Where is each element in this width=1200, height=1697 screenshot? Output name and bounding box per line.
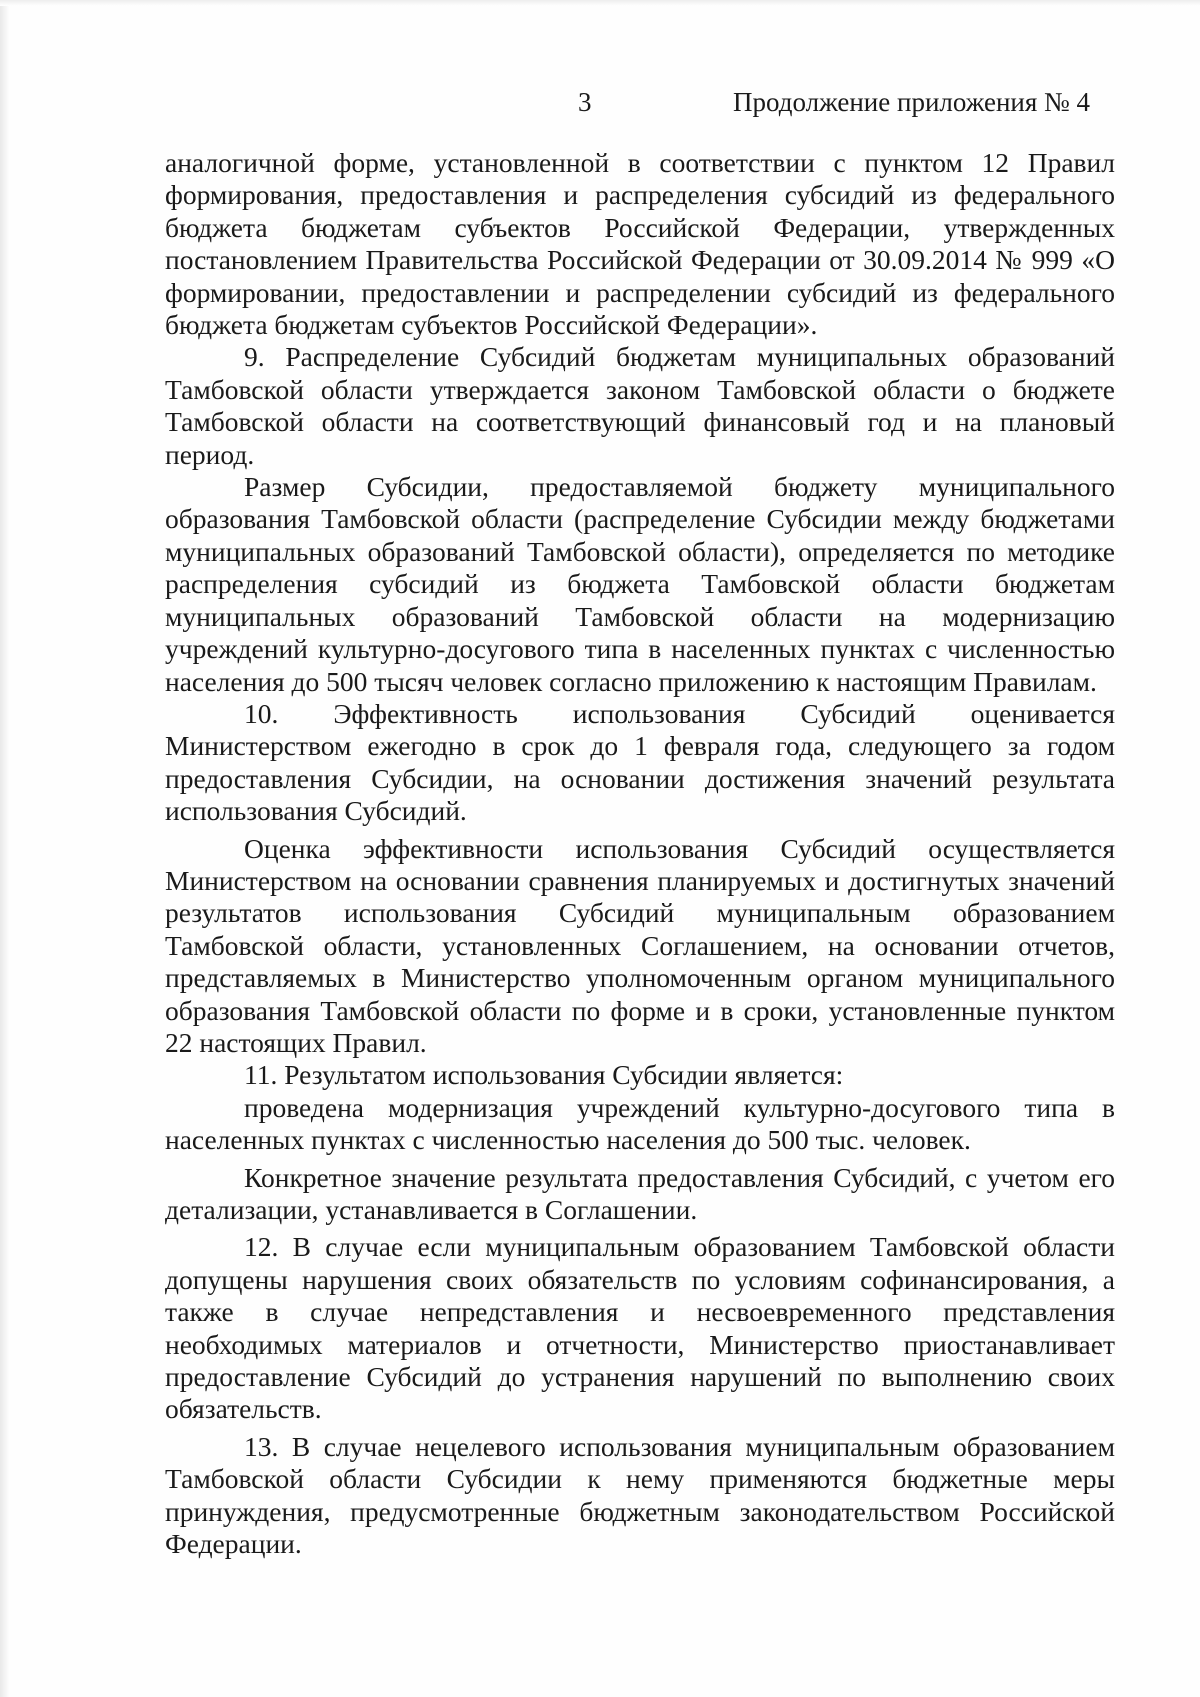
- paragraph-12: 12. В случае если муниципальным образованием Тамбовской области допущены нарушения своих обязательств по условиям софинансирования, а также в случае непредставления и несвоевременного представления необходимых материалов и отчетности, Министерство приостанавливает предоставление Субсидий до устранения нарушений по выполнению своих обязательств.: [165, 1231, 1115, 1425]
- paragraph-8-continuation: аналогичной форме, установленной в соответствии с пунктом 12 Правил формирования, предоставления и распределения субсидий из федерального бюджета бюджетам субъектов Российской Федерации, утвержденных постановлением Правительства Российской Федерации от 30.09.2014 № 999 «О формировании, предоставлении и распределении субсидий из федерального бюджета бюджетам субъектов Российской Федерации».: [165, 147, 1115, 341]
- paragraph-9: 9. Распределение Субсидий бюджетам муниципальных образований Тамбовской области утверждается законом Тамбовской области о бюджете Тамбовской области на соответствующий финансовый год и на плановый период.: [165, 341, 1115, 470]
- appendix-continuation-label: Продолжение приложения № 4: [733, 87, 1091, 117]
- page-number: 3: [578, 87, 592, 117]
- scan-top-edge: [0, 0, 1200, 6]
- page-header: [0, 82, 1200, 122]
- paragraph-11-detail: Конкретное значение результата предоставления Субсидий, с учетом его детализации, устанавливается в Соглашении.: [165, 1161, 1115, 1225]
- paragraph-10: 10. Эффективность использования Субсидий оценивается Министерством ежегодно в срок до 1 февраля года, следующего за годом предоставления Субсидии, на основании достижения значений результата использования Субсидий.: [165, 697, 1115, 827]
- scan-edge: [0, 0, 10, 1697]
- paragraph-11: 11. Результатом использования Субсидии является:: [244, 1059, 844, 1091]
- document-body: [165, 147, 1115, 1560]
- paragraph-13: 13. В случае нецелевого использования муниципальным образованием Тамбовской области Субсидии к нему применяются бюджетные меры принуждения, предусмотренные бюджетным законодательством Российской Федерации.: [165, 1430, 1115, 1560]
- paragraph-10-evaluation: Оценка эффективности использования Субсидий осуществляется Министерством на основании сравнения планируемых и достигнутых значений результатов использования Субсидий муниципальным образованием Тамбовской области, установленных Соглашением, на основании отчетов, представляемых в Министерство уполномоченным органом муниципального образования Тамбовской области по форме и в сроки, установленные пунктом 22 настоящих Правил.: [165, 832, 1115, 1058]
- paragraph-11-result: проведена модернизация учреждений культурно-досугового типа в населенных пунктах с численностью населения до 500 тыс. человек.: [165, 1091, 1115, 1156]
- paragraph-9-subsidy-size: Размер Субсидии, предоставляемой бюджету муниципального образования Тамбовской области (распределение Субсидии между бюджетами муниципальных образований Тамбовской области), определяется по методике распределения субсидий из бюджета Тамбовской области бюджетам муниципальных образований Тамбовской области на модернизацию учреждений культурно-досугового типа в населенных пунктах с численностью населения до 500 тысяч человек согласно приложению к настоящим Правилам.: [165, 471, 1115, 697]
